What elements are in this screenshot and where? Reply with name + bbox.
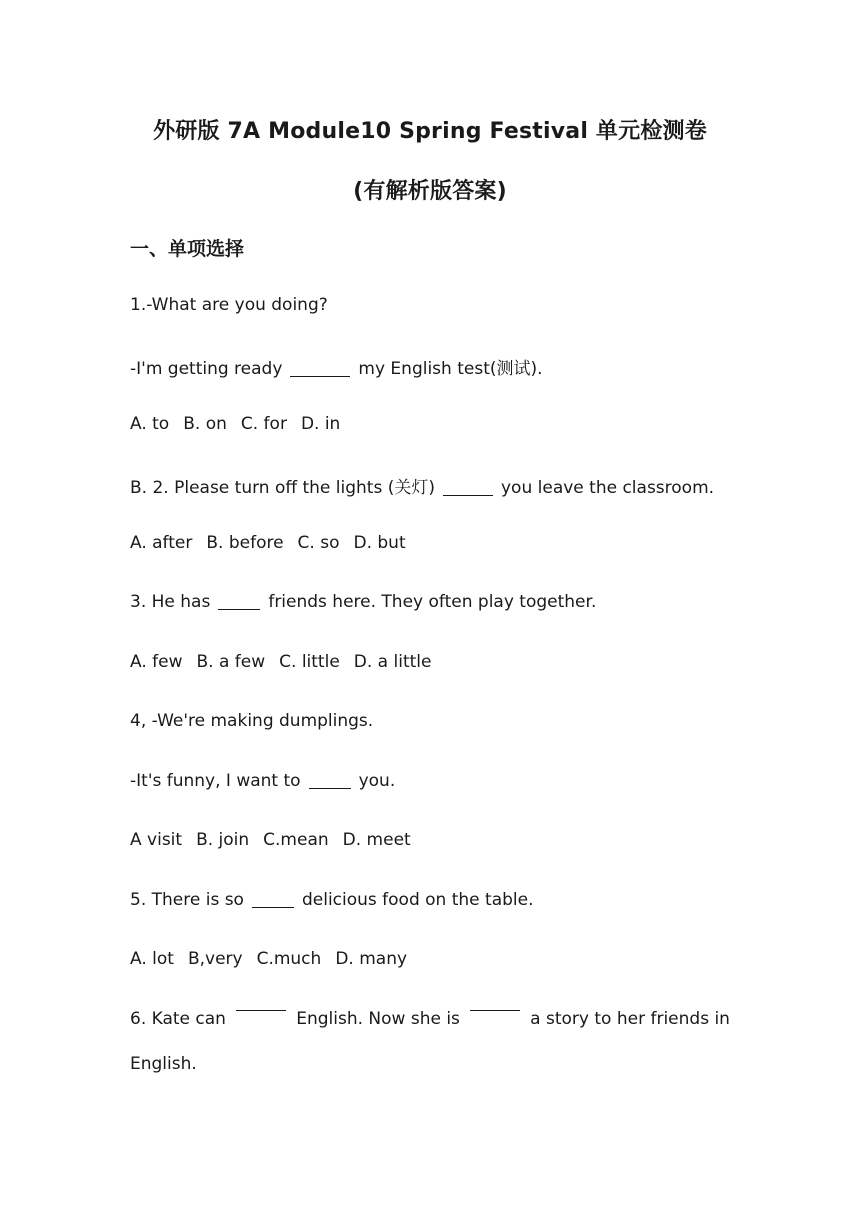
question-4-text-before-blank: -It's funny, I want to <box>130 771 301 791</box>
question-6-continuation: English. <box>130 1054 197 1074</box>
question-2-option-c: C. so <box>297 533 340 553</box>
question-4-text-after-blank: you. <box>358 771 396 791</box>
question-5-text-before-blank: 5. There is so <box>130 890 244 910</box>
question-1-text-after-blank: my English test(测试). <box>358 359 543 379</box>
question-2-option-b: B. before <box>206 533 284 553</box>
question-4-option-b: B. join <box>196 830 250 850</box>
question-5-option-c: C.much <box>256 949 322 969</box>
question-4-option-a: A visit <box>130 830 183 850</box>
question-4-option-c: C.mean <box>263 830 329 850</box>
question-4-blank <box>309 787 351 789</box>
question-1-sentence <box>130 354 543 379</box>
question-6-blank-1 <box>236 1009 286 1011</box>
question-3-text-after-blank: friends here. They often play together. <box>268 592 597 612</box>
question-6-text-part-1: 6. Kate can <box>130 1009 226 1029</box>
question-5-options <box>130 949 407 969</box>
question-5-text-after-blank: delicious food on the table. <box>301 890 534 910</box>
question-3-blank <box>218 608 260 610</box>
question-5-option-d: D. many <box>335 949 408 969</box>
question-2-option-d: D. but <box>353 533 406 553</box>
question-1-option-b: B. on <box>183 414 227 434</box>
question-3-options <box>130 652 431 672</box>
question-2-blank <box>443 494 493 496</box>
question-6-sentence <box>130 1009 730 1029</box>
question-3-option-b: B. a few <box>196 652 266 672</box>
question-3-option-d: D. a little <box>353 652 432 672</box>
document-subtitle: (有解析版答案) <box>353 179 507 204</box>
question-3-text-before-blank: 3. He has <box>130 592 211 612</box>
question-2-options <box>130 533 406 553</box>
question-5-option-b: B,very <box>187 949 243 969</box>
question-6-text-part-3: a story to her friends in <box>530 1009 730 1029</box>
question-2-option-a: A. after <box>130 533 193 553</box>
question-3-option-c: C. little <box>279 652 340 672</box>
question-5-sentence <box>130 890 534 910</box>
section-heading-single-choice: 一、单项选择 <box>130 238 245 260</box>
document-title: 外研版 7A Module10 Spring Festival 单元检测卷 <box>153 119 707 144</box>
question-3-option-a: A. few <box>130 652 183 672</box>
question-1-text-before-blank: -I'm getting ready <box>130 359 283 379</box>
question-4-stem: 4, -We're making dumplings. <box>130 711 374 731</box>
question-1-stem: 1.-What are you doing? <box>130 295 328 315</box>
question-6-blank-2 <box>470 1009 520 1011</box>
question-4-sentence <box>130 771 395 791</box>
question-1-options <box>130 414 340 434</box>
question-4-option-d: D. meet <box>342 830 411 850</box>
question-2-text-before-blank: B. 2. Please turn off the lights (关灯) <box>130 478 435 498</box>
question-1-blank <box>290 375 350 377</box>
question-5-blank <box>252 906 294 908</box>
question-1-option-d: D. in <box>300 414 341 434</box>
question-2-sentence <box>130 473 714 498</box>
question-5-option-a: A. lot <box>130 949 174 969</box>
question-4-options <box>130 830 411 850</box>
question-2-text-after-blank: you leave the classroom. <box>501 478 715 498</box>
question-3-sentence <box>130 592 596 612</box>
question-1-option-c: C. for <box>240 414 287 434</box>
question-6-text-part-2: English. Now she is <box>296 1009 460 1029</box>
question-1-option-a: A. to <box>130 414 170 434</box>
